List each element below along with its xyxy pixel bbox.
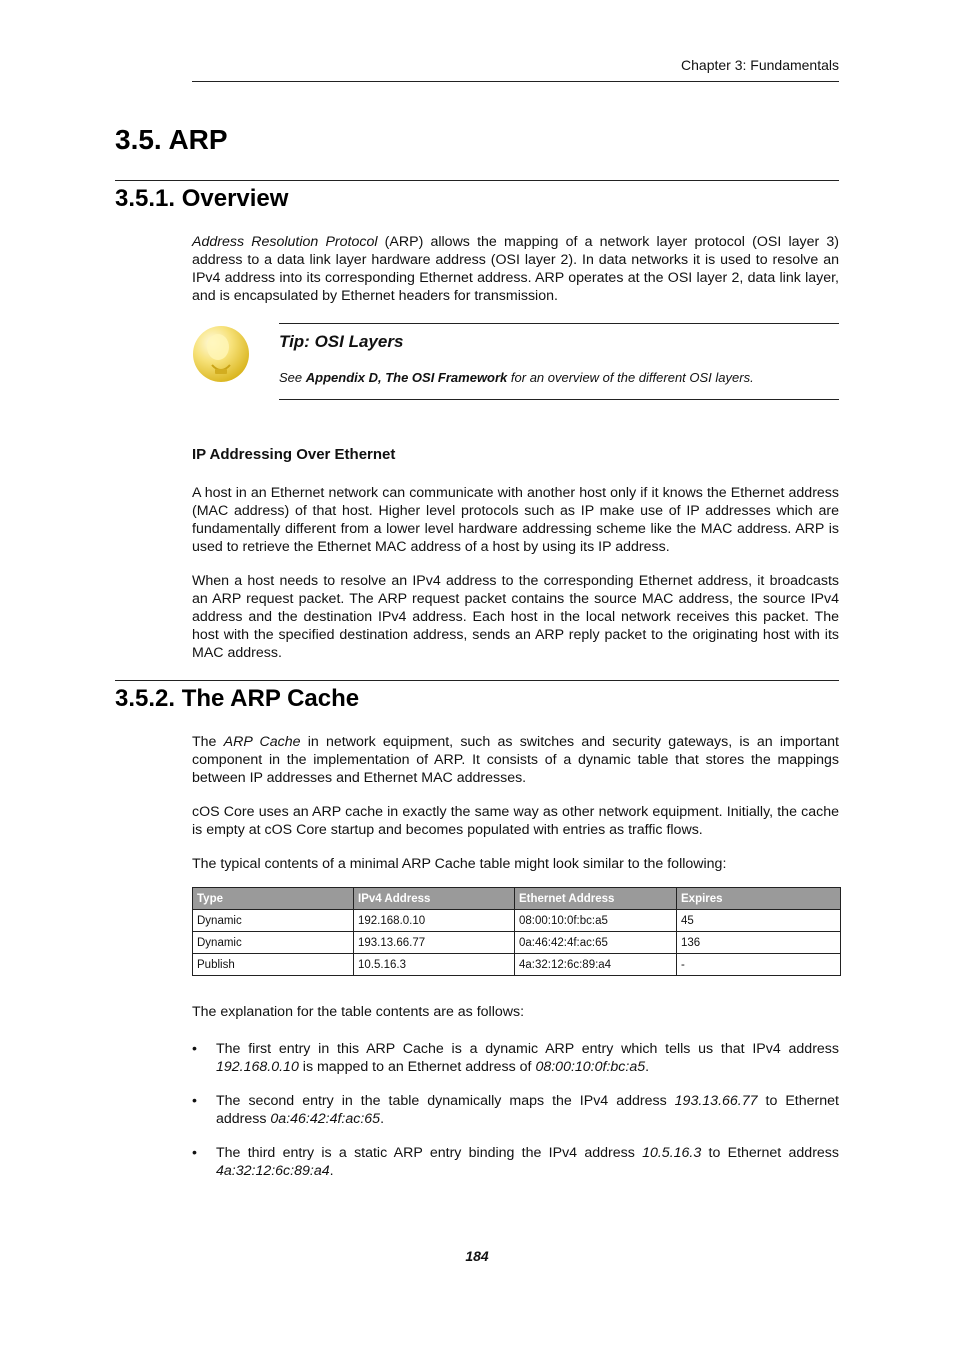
appendix-link[interactable]: Appendix D, The OSI Framework xyxy=(305,370,508,385)
ip-addressing-paragraph-2: When a host needs to resolve an IPv4 address to the corresponding Ethernet address, it broadcasts an ARP request packet. The ARP request packet contains the source MAC address, the source IPv4 address and the destination IPv4 address. Each host in the local network receives this packet. The host with the specified destination address, sends an ARP reply packet to the originating host with its MAC address. xyxy=(192,573,839,661)
table-header-row xyxy=(193,888,841,910)
arp-cache-title: 3.5.2. The ARP Cache xyxy=(115,685,360,712)
lightbulb-icon xyxy=(192,325,250,383)
ip-addressing-paragraph-1: A host in an Ethernet network can communicate with another host only if it knows the Ethernet address (MAC address) of that host. Higher level protocols such as IP make use of IP addresses which are fundamentally different from a lower level hardware addressing scheme like the MAC address. ARP is used to retrieve the Ethernet MAC address of a host by using its IP address. xyxy=(192,485,839,555)
bullet-icon: • xyxy=(192,1041,197,1057)
table-row xyxy=(193,932,841,954)
table-cell: 193.13.66.77 xyxy=(354,932,515,954)
running-header xyxy=(192,55,839,82)
overview-title: 3.5.1. Overview xyxy=(115,185,289,212)
section-divider xyxy=(115,180,839,181)
column-header: Expires xyxy=(677,888,841,910)
overview-paragraph: Address Resolution Protocol (ARP) allows the mapping of a network layer protocol (OSI layer 3) address to a data link layer hardware address (OSI layer 2). In data networks it is used to resolve an IPv4 address into its corresponding Ethernet address. ARP operates at the OSI layer 2, data link layer, and is encapsulated by Ethernet headers for transmission. xyxy=(192,234,839,304)
table-cell: 45 xyxy=(677,910,841,932)
table-cell: 0a:46:42:4f:ac:65 xyxy=(515,932,677,954)
term-arp: Address Resolution Protocol xyxy=(192,234,378,250)
table-cell: 192.168.0.10 xyxy=(354,910,515,932)
bullet-icon: • xyxy=(192,1145,197,1161)
table-cell: - xyxy=(677,954,841,976)
arp-cache-paragraph-3: The typical contents of a minimal ARP Cache table might look similar to the following: xyxy=(192,856,727,872)
table-cell: Publish xyxy=(193,954,354,976)
ip-addressing-heading: IP Addressing Over Ethernet xyxy=(192,446,396,463)
tip-title: Tip: OSI Layers xyxy=(279,332,404,351)
column-header: IPv4 Address xyxy=(354,888,515,910)
bullet-icon: • xyxy=(192,1093,197,1109)
tip-box xyxy=(279,323,839,400)
tip-text: See Appendix D, The OSI Framework for an overview of the different OSI layers. xyxy=(279,370,754,385)
table-cell: 10.5.16.3 xyxy=(354,954,515,976)
arp-cache-paragraph-1: The ARP Cache in network equipment, such as switches and security gateways, is an important component in the implementation of ARP. It consists of a dynamic table that stores the mappings between IP addresses and Ethernet MAC addresses. xyxy=(192,734,839,786)
page-number: 184 xyxy=(465,1248,489,1264)
arp-cache-table xyxy=(192,887,841,976)
section-divider xyxy=(115,680,839,681)
table-row xyxy=(193,910,841,932)
table-row xyxy=(193,954,841,976)
arp-cache-paragraph-2: cOS Core uses an ARP cache in exactly the same way as other network equipment. Initially, the cache is empty at cOS Core startup and becomes populated with entries as traffic flows. xyxy=(192,804,839,838)
section-title: 3.5. ARP xyxy=(115,124,228,155)
table-cell: 136 xyxy=(677,932,841,954)
table-cell: 4a:32:12:6c:89:a4 xyxy=(515,954,677,976)
column-header: Type xyxy=(193,888,354,910)
table-cell: Dynamic xyxy=(193,910,354,932)
chapter-label: Chapter 3: Fundamentals xyxy=(681,57,839,73)
table-cell: Dynamic xyxy=(193,932,354,954)
column-header: Ethernet Address xyxy=(515,888,677,910)
arp-cache-paragraph-4: The explanation for the table contents are as follows: xyxy=(192,1004,525,1020)
table-cell: 08:00:10:0f:bc:a5 xyxy=(515,910,677,932)
